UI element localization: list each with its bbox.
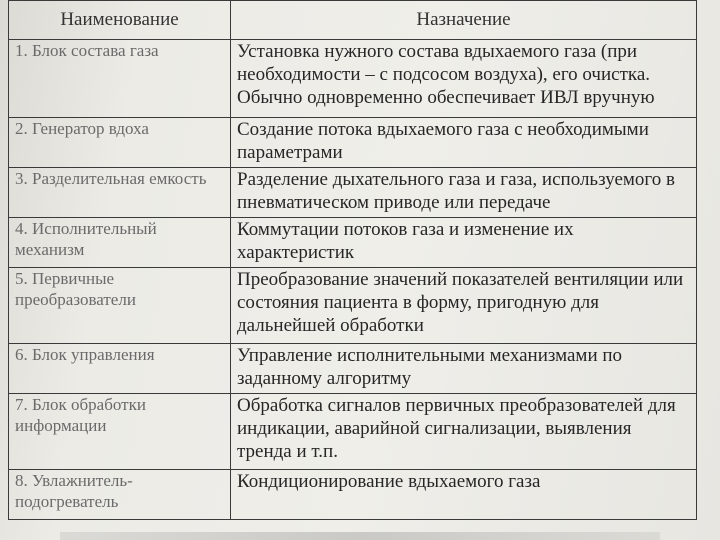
table-row bbox=[9, 394, 697, 470]
row-purpose: Разделение дыхательного газа и газа, используемого в пневматическом приводе или передаче bbox=[231, 168, 697, 218]
row-purpose: Преобразование значений показателей вентиляции или состояния пациента в форму, пригодную для дальнейшей обработки bbox=[231, 268, 697, 344]
row-name: 8. Увлажнитель-подогреватель bbox=[9, 470, 231, 520]
row-name: 1. Блок состава газа bbox=[9, 40, 231, 118]
row-name: 3. Разделительная емкость bbox=[9, 168, 231, 218]
table-row bbox=[9, 344, 697, 394]
table-row bbox=[9, 218, 697, 268]
row-name: 4. Исполнительный механизм bbox=[9, 218, 231, 268]
table-header-row bbox=[9, 1, 697, 40]
row-name: 2. Генератор вдоха bbox=[9, 118, 231, 168]
row-name: 6. Блок управления bbox=[9, 344, 231, 394]
table-row bbox=[9, 470, 697, 520]
row-purpose: Управление исполнительными механизмами по заданному алгоритму bbox=[231, 344, 697, 394]
column-header-purpose: Назначение bbox=[231, 1, 697, 40]
row-purpose: Коммутации потоков газа и изменение их характеристик bbox=[231, 218, 697, 268]
components-table bbox=[8, 0, 697, 520]
row-purpose: Кондиционирование вдыхаемого газа bbox=[231, 470, 697, 520]
row-purpose: Установка нужного состава вдыхаемого газа (при необходимости – с подсосом воздуха), его очистка. Обычно одновременно обеспечивает ИВЛ вручную bbox=[231, 40, 697, 118]
cropped-text-line bbox=[60, 532, 660, 540]
table-row bbox=[9, 40, 697, 118]
row-purpose: Обработка сигналов первичных преобразователей для индикации, аварийной сигнализации, выявления тренда и т.п. bbox=[231, 394, 697, 470]
column-header-name: Наименование bbox=[9, 1, 231, 40]
row-name: 7. Блок обработки информации bbox=[9, 394, 231, 470]
row-name: 5. Первичные преобразователи bbox=[9, 268, 231, 344]
table-row bbox=[9, 118, 697, 168]
row-purpose: Создание потока вдыхаемого газа с необходимыми параметрами bbox=[231, 118, 697, 168]
table-row bbox=[9, 168, 697, 218]
table-row bbox=[9, 268, 697, 344]
